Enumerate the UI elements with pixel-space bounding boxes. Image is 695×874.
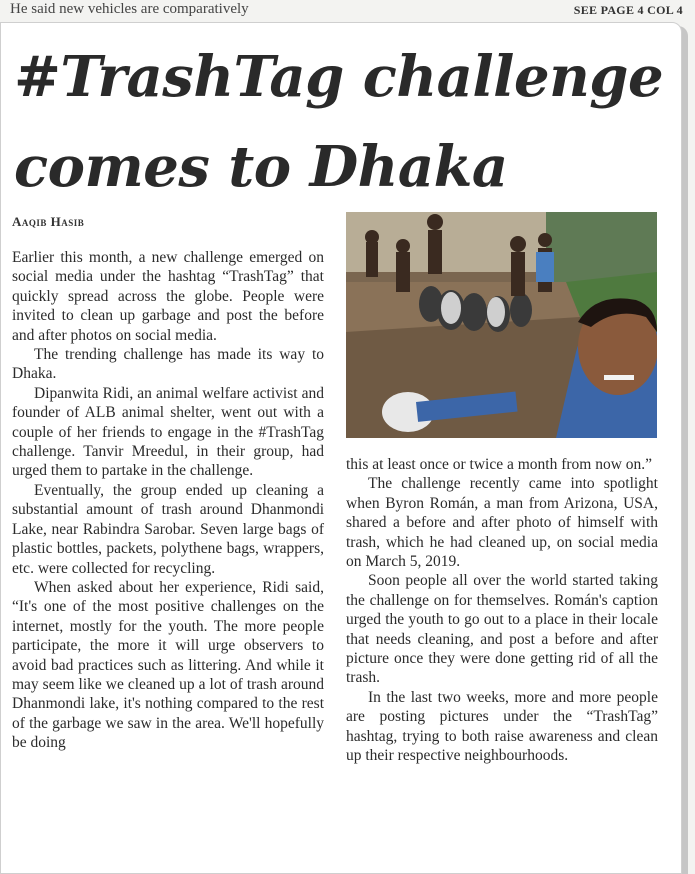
paragraph: Soon people all over the world started taking the challenge on for themselves. Román's caption urged the youth to go out to a place in their locale that needs cleaning, and post a before and after picture once they were done getting rid of all the trash. — [346, 572, 658, 687]
article-photo — [346, 212, 657, 438]
previous-story-snippet: He said new vehicles are comparatively — [10, 1, 249, 17]
top-strip — [0, 0, 695, 22]
trash-cleanup-photo-illustration — [346, 212, 657, 438]
article-headline — [14, 32, 674, 212]
byline: Aaqib Hasib — [12, 214, 85, 229]
article-column-1 — [12, 248, 324, 753]
paragraph: The challenge recently came into spotlight when Byron Román, a man from Arizona, USA, shared a before and after photo of himself with trash, which he had cleaned up, on social media on March 5, 2019. — [346, 475, 658, 571]
article-column-2 — [346, 455, 658, 766]
paragraph: Dipanwita Ridi, an animal welfare activist and founder of ALB animal shelter, went out with a couple of her friends to engage in the #TrashTag challenge. Tanvir Mreedul, in their group, had urged them to partake in the challenge. — [12, 384, 324, 480]
paragraph: In the last two weeks, more and more people are posting pictures under the “TrashTag” hashtag, trying to both raise awareness and clean up their respective neighbourhoods. — [346, 688, 658, 765]
paragraph: Earlier this month, a new challenge emerged on social media under the hashtag “TrashTag” that quickly spread across the globe. People were invited to clean up garbage and post the before and after photos on social media. — [12, 249, 324, 344]
paragraph: this at least once or twice a month from now on.” — [346, 456, 653, 473]
paragraph: Eventually, the group ended up cleaning a substantial amount of trash around Dhanmondi Lake, near Rabindra Sarobar. Seven large bags of plastic bottles, packets, polythene bags, wrappers, etc. were collected for recycling. — [12, 481, 324, 577]
paragraph: The trending challenge has made its way to Dhaka. — [12, 346, 324, 383]
paragraph: When asked about her experience, Ridi said, “It's one of the most positive challenges on the internet, mostly for the youth. The more people participate, the more it will urge observers to avoid bad practices such as littering. And while it may seem like we cleaned up a lot of trash around Dhanmondi lake, it's nothing compared to the rest of the garbage we saw in the area. We'll hopefully be doing — [12, 578, 324, 752]
see-page-link[interactable]: SEE PAGE 4 COL 4 — [573, 3, 683, 17]
headline-line-1: #TrashTag challenge — [14, 44, 664, 110]
headline-line-2: comes to Dhaka — [14, 134, 508, 200]
